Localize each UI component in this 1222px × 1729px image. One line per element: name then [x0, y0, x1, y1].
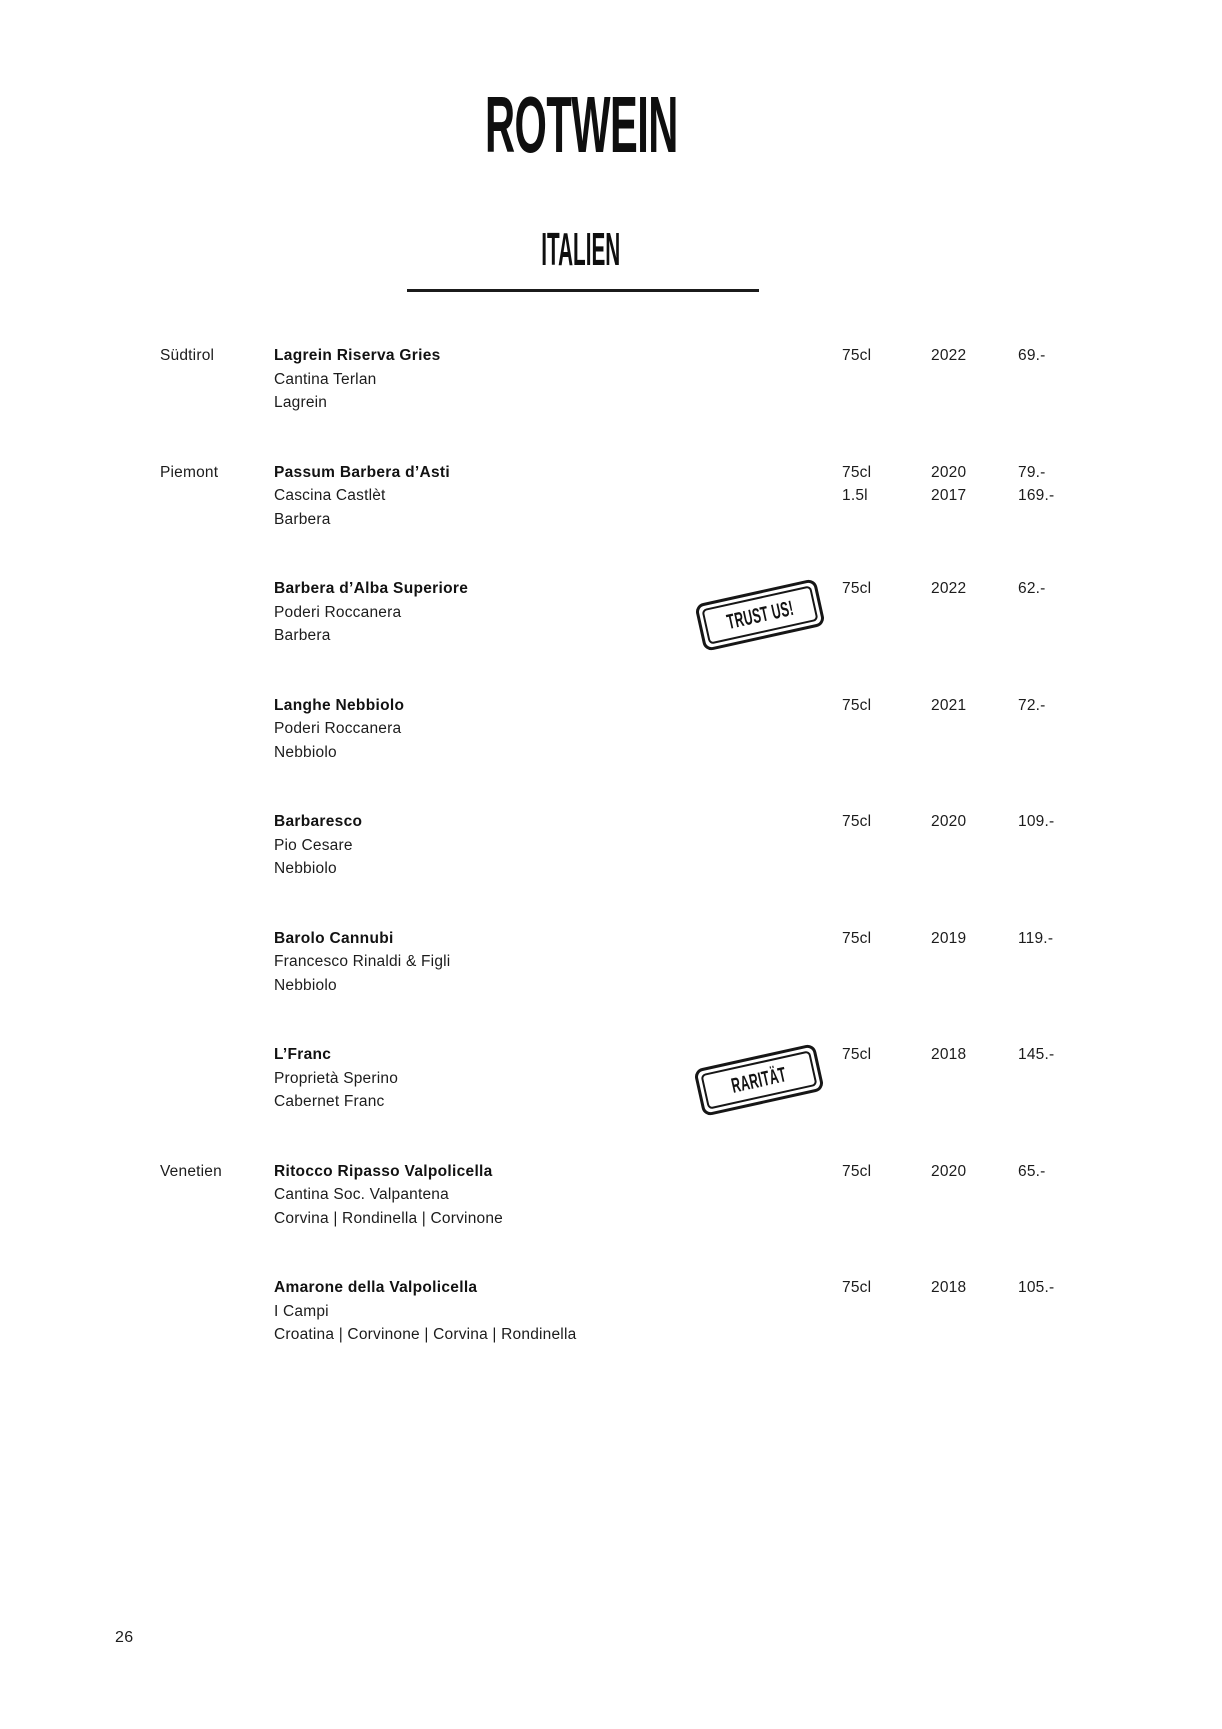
- page-number: 26: [115, 1629, 134, 1646]
- region-label: [160, 1043, 274, 1114]
- wine-producer: Proprietà Sperino: [274, 1069, 399, 1087]
- wine-volume: 75cl: [842, 347, 872, 364]
- wine-entry: [160, 344, 1222, 415]
- wine-grapes: Nebbiolo: [274, 976, 337, 994]
- wine-price: 105.-: [1018, 1279, 1055, 1296]
- page-title: ROTWEIN: [484, 80, 678, 169]
- wine-vintage: 2022: [931, 580, 967, 597]
- wine-entry: [160, 577, 1222, 648]
- region-label: [160, 1276, 274, 1347]
- wine-entry: [160, 694, 1222, 765]
- wine-producer: Poderi Roccanera: [274, 720, 402, 737]
- wine-grapes: Nebbiolo: [274, 860, 337, 877]
- wine-vintage: 2017: [931, 487, 967, 504]
- wine-grapes: Corvina | Rondinella | Corvinone: [274, 1209, 503, 1227]
- wine-name: Passum Barbera d’Asti: [274, 463, 451, 481]
- wine-vintage: 2020: [931, 1162, 967, 1180]
- wine-entry: [160, 927, 1222, 998]
- wine-name: L’Franc: [274, 1046, 332, 1063]
- wine-name: Langhe Nebbiolo: [274, 696, 405, 714]
- wine-volume: 75cl: [842, 813, 872, 830]
- wine-volume: 75cl: [842, 929, 872, 947]
- wine-entries: [0, 344, 1222, 1393]
- wine-grapes: Barbera: [274, 627, 331, 644]
- wine-entry: [160, 1276, 1222, 1347]
- region-label: Piemont: [160, 463, 219, 481]
- wine-name: Barbaresco: [274, 813, 363, 830]
- wine-producer: Cantina Terlan: [274, 370, 377, 388]
- wine-price: 69.-: [1018, 347, 1046, 364]
- wine-volume: 75cl: [842, 1279, 872, 1296]
- region-label: [160, 694, 274, 765]
- wine-name: Barolo Cannubi: [274, 929, 394, 947]
- wine-name: Barbera d’Alba Superiore: [274, 580, 469, 597]
- wine-vintage: 2021: [931, 696, 967, 714]
- wine-volume: 75cl: [842, 580, 872, 597]
- wine-price: 169.-: [1018, 487, 1055, 504]
- section-title-underline: [407, 289, 759, 292]
- wine-producer: Pio Cesare: [274, 836, 353, 854]
- wine-vintage: 2018: [931, 1279, 967, 1296]
- trust-us-stamp-label: TRUST US!: [724, 596, 796, 634]
- region-label: [160, 577, 274, 648]
- wine-vintage: 2019: [931, 929, 967, 947]
- wine-price: 65.-: [1018, 1162, 1046, 1180]
- wine-producer: I Campi: [274, 1302, 329, 1320]
- wine-entry: [160, 1043, 1222, 1114]
- wine-vintage: 2020: [931, 463, 967, 481]
- wine-entry: [160, 1160, 1222, 1231]
- wine-producer: Poderi Roccanera: [274, 603, 402, 621]
- region-label: Venetien: [160, 1162, 222, 1180]
- wine-name: Amarone della Valpolicella: [274, 1279, 478, 1296]
- wine-price: 145.-: [1018, 1046, 1055, 1063]
- wine-producer: Cascina Castlèt: [274, 487, 386, 504]
- wine-grapes: Croatina | Corvinone | Corvina | Rondinella: [274, 1326, 577, 1343]
- wine-grapes: Lagrein: [274, 394, 328, 411]
- raritaet-stamp-label: RARITÄT: [729, 1062, 789, 1098]
- region-label: [160, 927, 274, 998]
- wine-grapes: Barbera: [274, 510, 331, 528]
- region-label: [160, 810, 274, 881]
- wine-vintage: 2020: [931, 813, 967, 830]
- wine-price: 72.-: [1018, 696, 1046, 714]
- wine-vintage: 2022: [931, 347, 967, 364]
- wine-grapes: Cabernet Franc: [274, 1093, 385, 1110]
- wine-price: 79.-: [1018, 463, 1046, 481]
- wine-volume: 75cl: [842, 1162, 872, 1180]
- wine-volume: 75cl: [842, 696, 872, 714]
- wine-name: Lagrein Riserva Gries: [274, 347, 441, 364]
- wine-producer: Cantina Soc. Valpantena: [274, 1186, 449, 1203]
- wine-grapes: Nebbiolo: [274, 743, 337, 761]
- wine-volume: 1.5l: [842, 487, 868, 504]
- wine-price: 109.-: [1018, 813, 1055, 830]
- wine-name: Ritocco Ripasso Valpolicella: [274, 1162, 493, 1180]
- wine-vintage: 2018: [931, 1046, 967, 1063]
- wine-volume: 75cl: [842, 1046, 872, 1063]
- wine-volume: 75cl: [842, 463, 872, 481]
- wine-price: 119.-: [1018, 929, 1054, 947]
- wine-producer: Francesco Rinaldi & Figli: [274, 953, 451, 970]
- wine-price: 62.-: [1018, 580, 1046, 597]
- section-title: ITALIEN: [541, 223, 621, 275]
- wine-entry: [160, 810, 1222, 881]
- region-label: Südtirol: [160, 347, 215, 364]
- wine-entry: [160, 461, 1222, 532]
